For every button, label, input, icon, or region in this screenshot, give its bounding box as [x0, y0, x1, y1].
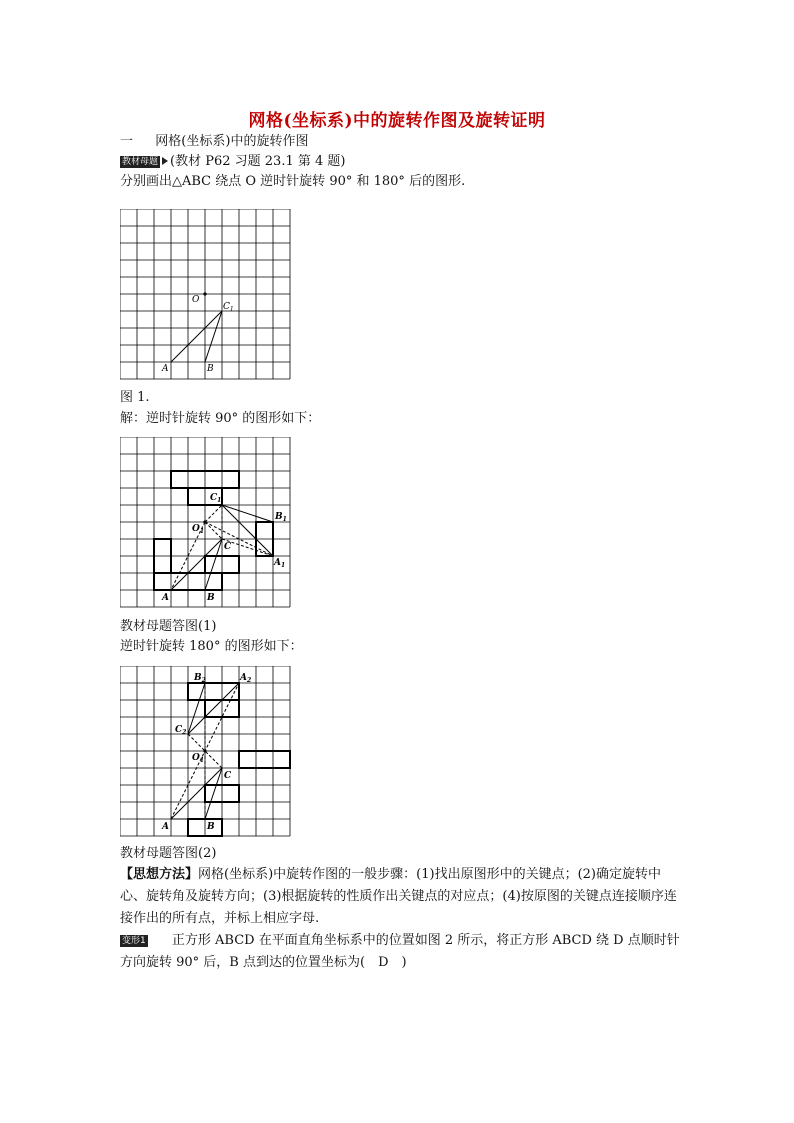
- segment-ac: [171, 768, 222, 819]
- segment-c2-a2: [188, 683, 239, 734]
- variant-badge: 变形1: [122, 936, 146, 946]
- figure-2-caption: 教材母题答图(1): [120, 619, 217, 634]
- point-o: [203, 520, 206, 523]
- point-o: [203, 749, 206, 752]
- label-o: O: [192, 295, 200, 305]
- source-badge: 教材母题: [122, 157, 159, 167]
- label-c: C: [224, 771, 232, 781]
- label-a: A: [162, 593, 169, 603]
- segment-bc: [205, 768, 222, 819]
- label-c: C: [224, 542, 232, 552]
- segment-c2-b2: [188, 683, 205, 734]
- variant-text: 正方形 ABCD 在平面直角坐标系中的位置如图 2 所示，将正方形 ABCD 绕 D 点顺时针方向旋转 90° 后，B 点到达的位置坐标为( D ): [120, 933, 680, 970]
- label-a: A: [162, 822, 169, 832]
- segment-bc: [205, 539, 222, 590]
- variant-paragraph: [120, 930, 680, 974]
- rotate-180-intro: 逆时针旋转 180° 的图形如下：: [120, 639, 303, 654]
- figure-2-grid: [120, 437, 292, 609]
- label-a2: $A_2$: [240, 673, 252, 684]
- figure-3-caption: 教材母题答图(2): [120, 846, 217, 861]
- source-line: [120, 153, 345, 171]
- label-a: A: [162, 364, 169, 374]
- label-b1: $B_1$: [275, 512, 287, 523]
- label-b: B: [207, 822, 215, 832]
- section-heading: [120, 133, 308, 151]
- method-text: 网格(坐标系)中旋转作图的一般步骤：(1)找出原图形中的关键点；(2)确定旋转中心、旋转角及旋转方向；(3)根据旋转的性质作出关键点的对应点；(4)按原图的关键点连接顺序连接作出的所有点，并标上相应字母.: [120, 867, 677, 926]
- segment-ac: [171, 311, 222, 362]
- segment-ac: [171, 539, 222, 590]
- point-o: [203, 292, 206, 295]
- problem-statement: 分别画出△ABC 绕点 O 逆时针旋转 90° 和 180° 后的图形.: [120, 174, 466, 189]
- segment-c1-b1: [222, 505, 273, 522]
- section-number: 一: [120, 134, 134, 149]
- segment-bc: [205, 311, 222, 362]
- source-text: (教材 P62 习题 23.1 第 4 题): [170, 154, 346, 169]
- label-b2: $B_2$: [194, 673, 206, 684]
- label-b: B: [207, 593, 215, 603]
- label-c: $C_1$: [223, 302, 234, 313]
- label-a1: $A_1$: [274, 558, 286, 569]
- label-o1: $O_1$: [192, 524, 205, 535]
- label-c1: $C_1$: [210, 493, 222, 504]
- section-heading-text: 网格(坐标系)中的旋转作图: [155, 134, 309, 149]
- label-b: B: [207, 364, 214, 374]
- figure-3-grid: [120, 666, 292, 838]
- method-label: 【思想方法】: [120, 867, 199, 882]
- figure-1-grid: [120, 209, 292, 381]
- solution-intro: 解：逆时针旋转 90° 的图形如下：: [120, 411, 321, 426]
- page-title: 网格(坐标系)中的旋转作图及旋转证明: [248, 111, 546, 131]
- label-o1: $O_1$: [192, 753, 205, 764]
- method-paragraph: [120, 864, 680, 930]
- label-c2: $C_2$: [175, 725, 187, 736]
- figure-1-caption: 图 1.: [120, 390, 150, 405]
- play-triangle-icon: [162, 157, 168, 165]
